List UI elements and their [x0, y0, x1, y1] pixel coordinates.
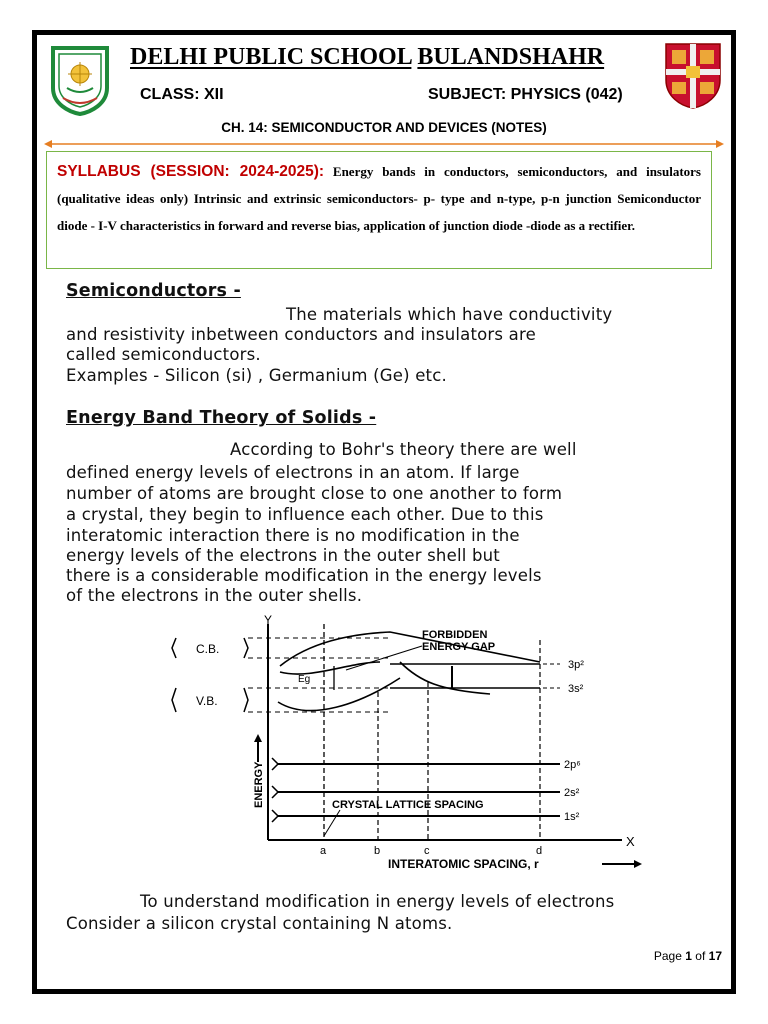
tick-d: d	[536, 845, 543, 857]
syllabus-box	[46, 151, 712, 269]
band-line-5: interatomic interaction there is no modification in the	[66, 526, 520, 545]
page-prefix: Page	[653, 949, 682, 963]
subject-label: SUBJECT: PHYSICS (042)	[428, 86, 623, 103]
page-of: of	[695, 949, 706, 963]
eg-label: Eg	[298, 674, 311, 685]
band-line-7: there is a considerable modification in the energy levels	[66, 566, 542, 585]
school-name: DELHI PUBLIC SCHOOL	[130, 44, 412, 70]
school-city: BULANDSHAHR	[417, 44, 605, 70]
tick-a: a	[320, 845, 327, 857]
level-3s: 3s²	[568, 683, 584, 695]
level-2s: 2s²	[564, 787, 580, 799]
syllabus-heading-suffix: ):	[313, 163, 325, 180]
semi-line-3: called semiconductors.	[66, 345, 261, 364]
band-line-8: of the electrons in the outer shells.	[66, 586, 363, 605]
school-title	[130, 44, 650, 71]
syllabus-text: Energy bands in conductors, semiconductors, and insulators (qualitative ideas only) Intrinsic and extrinsic semiconductors- p- type and n-type, p-n junction Semiconductor diode - I-V characteristics in forward and reverse bias, application of junction diode -diode as a rectifier.	[57, 164, 701, 233]
cb-label: C.B.	[196, 642, 220, 656]
semi-line-1: The materials which have conductivity	[286, 305, 613, 324]
band-line-1: According to Bohr's theory there are well	[230, 440, 577, 459]
double-arrow-divider	[44, 139, 724, 149]
bottom-line-2: Consider a silicon crystal containing N atoms.	[66, 914, 453, 933]
band-line-6: energy levels of the electrons in the outer shell but	[66, 546, 500, 565]
energy-axis-label: ENERGY	[253, 761, 265, 808]
interatomic-label: INTERATOMIC SPACING, r	[388, 857, 539, 871]
x-axis-label: X	[626, 834, 635, 849]
level-3p: 3p²	[568, 659, 584, 671]
syllabus-heading: SYLLABUS (SESSION: 2024-2025	[57, 163, 314, 180]
energy-band-diagram	[160, 612, 650, 874]
crest-logo	[664, 42, 722, 110]
forbidden-label-1: FORBIDDEN	[422, 629, 488, 641]
semi-line-2: and resistivity inbetween conductors and insulators are	[66, 325, 536, 344]
page-number	[654, 949, 722, 963]
band-line-3: number of atoms are brought close to one another to form	[66, 484, 563, 503]
y-axis-label: Y	[264, 613, 273, 627]
page-current: 1	[685, 949, 692, 963]
vb-label: V.B.	[196, 694, 218, 708]
level-2p: 2p⁶	[564, 759, 581, 771]
semiconductors-heading: Semiconductors -	[66, 281, 241, 301]
tick-c: c	[424, 845, 430, 857]
tick-b: b	[374, 845, 381, 857]
semi-line-4: Examples - Silicon (si) , Germanium (Ge) etc.	[66, 366, 447, 385]
class-label: CLASS: XII	[140, 86, 224, 103]
lattice-label: CRYSTAL LATTICE SPACING	[332, 799, 484, 811]
band-line-4: a crystal, they begin to influence each other. Due to this	[66, 505, 544, 524]
forbidden-label-2: ENERGY GAP	[422, 641, 496, 653]
band-theory-heading: Energy Band Theory of Solids -	[66, 408, 377, 428]
school-logo	[47, 44, 113, 116]
band-line-2: defined energy levels of electrons in an atom. If large	[66, 463, 520, 482]
chapter-title: CH. 14: SEMICONDUCTOR AND DEVICES (NOTES)	[221, 120, 547, 135]
bottom-line-1: To understand modification in energy levels of electrons	[140, 892, 615, 911]
level-1s: 1s²	[564, 811, 580, 823]
page-total: 17	[708, 949, 722, 963]
